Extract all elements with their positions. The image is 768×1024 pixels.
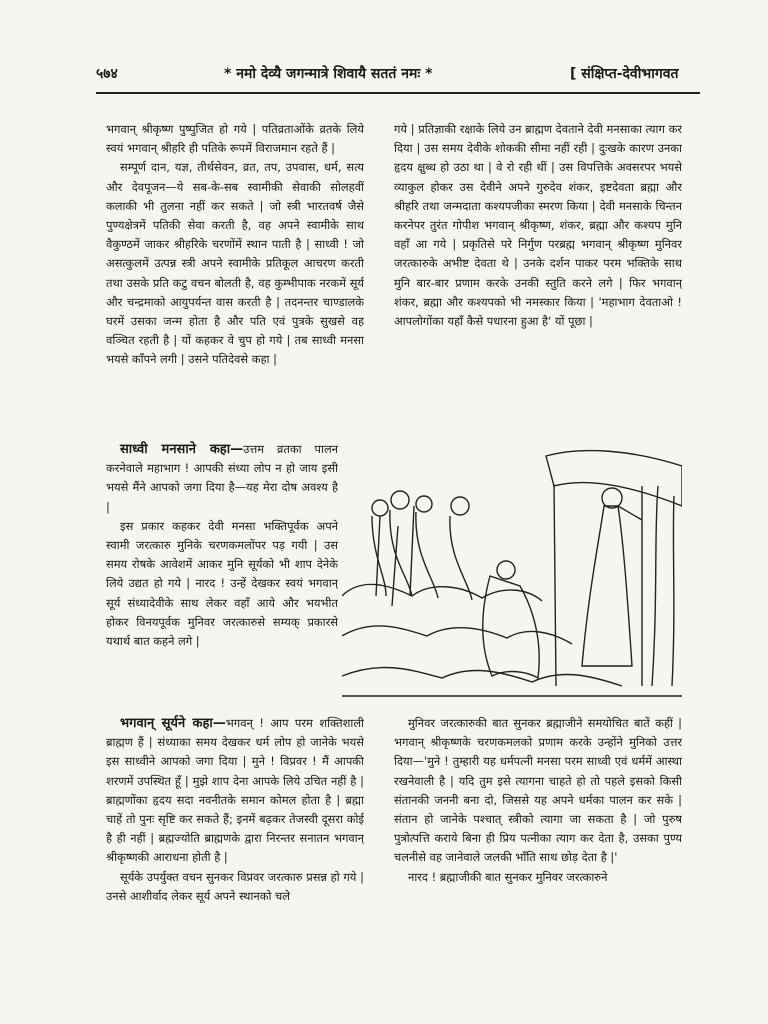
left-column-top [106, 120, 364, 442]
speaker-heading: साध्वी मनसाने कहा— [120, 442, 244, 457]
paragraph: भगवान्‌ श्रीकृष्ण पुष्पुजित हो गये | पतिव्रताओंके व्रतके लिये स्वयं भगवान्‌ श्रीहरि ही पतिके रूपमें विराजमान रहते हैं | [106, 122, 364, 156]
right-column-bottom [394, 714, 682, 970]
header-rule [96, 92, 700, 94]
paragraph: मुनिवर जरत्कारुकी बात सुनकर ब्रह्माजीने समयोचित बातें कहीं | भगवान्‌ श्रीकृष्णके चरणकमलको प्रणाम करके उन्होंने मुनिको उत्तर दिया—'मुने ! तुम्हारी यह धर्मपत्नी मनसा परम साध्वी एवं धर्ममें आस्था रखनेवाली है | यदि तुम इसे त्यागना चाहते हो तो पहले इसको किसी संतानकी जननी बना दो, जिससे यह अपने धर्मका पालन कर सके | संतान हो जानेके पश्चात्‌ स्त्रीको त्यागा जा सकता है | जो पुरुष पुत्रोत्पत्ति कराये बिना ही प्रिय पत्नीका त्याग कर देता है, उसका पुण्य चलनीसे वह जानेवाले जलकी भाँति साथ छोड़ देता है |' [394, 716, 682, 865]
illustration [342, 446, 682, 700]
left-column-middle [106, 440, 338, 706]
speaker-heading: भगवान्‌ सूर्यने कहा— [120, 716, 226, 731]
header-motto: * नमो देव्यै जगन्मात्रे शिवायै सततं नमः * [224, 66, 433, 82]
paragraph: सूर्यके उपर्युक्त वचन सुनकर विप्रवर जरत्कारु प्रसन्न हो गये | उनसे आशीर्वाद लेकर सूर्य अपने स्थानको चले [106, 869, 364, 903]
paragraph: सम्पूर्ण दान, यज्ञ, तीर्थसेवन, व्रत, तप, उपवास, धर्म, सत्य और देवपूजन—ये सब-के-सब स्वामीकी सेवाकी सोलहवीं कलाकी भी तुलना नहीं कर सकते | जो स्त्री भारतवर्ष जैसे पुण्यक्षेत्रमें पतिकी सेवा करती है, वह अपने स्वामीके साथ वैकुण्ठमें जाकर श्रीहरिके चरणोंमें स्थान पाती है | साध्वी ! जो असत्कुलमें उत्पन्न स्त्री अपने स्वामीके प्रतिकूल आचरण करती तथा उसके प्रति कटु वचन बोलती है, वह कुम्भीपाक नरकमें सूर्य और चन्द्रमाको आयुपर्यन्त वास करती है | तदनन्तर चाण्डालके घरमें उसका जन्म होता है और पति एवं पुत्रके सुखसे वह वञ्चित रहती है | यों कहकर वे चुप हो गये | तब साध्वी मनसा भयसे काँपने लगी | उसने पतिदेवसे कहा | [106, 160, 364, 367]
book-title: [ संक्षिप्त-देवीभागवत [570, 66, 679, 82]
right-column-top [394, 120, 682, 442]
paragraph: गये | प्रतिज्ञाकी रक्षाके लिये उन ब्राह्मण देवताने देवी मनसाका त्याग कर दिया | उस समय देवीके शोककी सीमा नहीं रही | दुःखके कारण उनका हृदय क्षुब्ध हो उठा था | वे रो रही थीं | उस विपत्तिके अवसरपर भयसे व्याकुल होकर उस देवीने अपने गुरुदेव शंकर, इष्टदेवता ब्रह्मा और श्रीहरि तथा जन्मदाता कश्यपजीका स्मरण किया | देवी मनसाके चिन्तन करनेपर तुरंत गोपीश भगवान्‌ श्रीकृष्ण, शंकर, ब्रह्मा और कश्यप मुनि वहाँ आ गये | प्रकृतिसे परे निर्गुण परब्रह्म भगवान्‌ श्रीकृष्ण मुनिवर जरत्कारुके अभीष्ट देवता थे | उनके दर्शन पाकर परम भक्तिके साथ मुनि बार-बार प्रणाम करके उनकी स्तुति करने लगे | फिर भगवान्‌ शंकर, ब्रह्मा और कश्यपको भी नमस्कार किया | 'महाभाग देवताओ ! आपलोगोंका यहाँ कैसे पधारना हुआ है' यों पूछा | [394, 122, 682, 329]
paragraph: इस प्रकार कहकर देवी मनसा भक्तिपूर्वक अपने स्वामी जरत्कारु मुनिके चरणकमलोंपर पड़ गयी | उस समय रोषके आवेशमें आकर मुनि सूर्यको भी शाप देनेके लिये उद्यत हो गये | नारद ! उन्हें देखकर स्वयं भगवान्‌ सूर्य संध्यादेवीके साथ लेकर वहाँ आये और भयभीत होकर विनयपूर्वक मुनिवर जरत्कारुसे सम्यक्‌ प्रकारसे यथार्थ बात कहने लगे | [106, 518, 338, 649]
paragraph: नारद ! ब्रह्माजीकी बात सुनकर मुनिवर जरत्कारुने [408, 869, 608, 884]
page-number: ५७४ [96, 66, 118, 82]
paragraph: उत्तम व्रतका पालन करनेवाले महाभाग ! आपकी संध्या लोप न हो जाय इसी भयसे मैंने आपको जगा दिया है—यह मेरा दोष अवश्य है | [106, 442, 338, 514]
paragraph: भगवन्‌ ! आप परम शक्तिशाली ब्राह्मण हैं | संध्याका समय देखकर धर्म लोप हो जानेके भयसे इस साध्वीने आपको जगा दिया | मुने ! विप्रवर ! मैं आपकी शरणमें उपस्थित हूँ | मुझे शाप देना आपके लिये उचित नहीं है | ब्राह्मणोंका हृदय सदा नवनीतके समान कोमल होता है | ब्रह्मा चाहें तो पुनः सृष्टि कर सकते हैं; इनमें बढ़कर तेजस्वी दूसरा कोई है ही नहीं | ब्रह्मज्योति ब्राह्मणके द्वारा निरन्तर सनातन भगवान्‌ श्रीकृष्णकी आराधना होती है | [106, 716, 364, 865]
engraving-icon [342, 446, 682, 700]
page-header [96, 62, 700, 88]
left-column-bottom [106, 714, 364, 970]
